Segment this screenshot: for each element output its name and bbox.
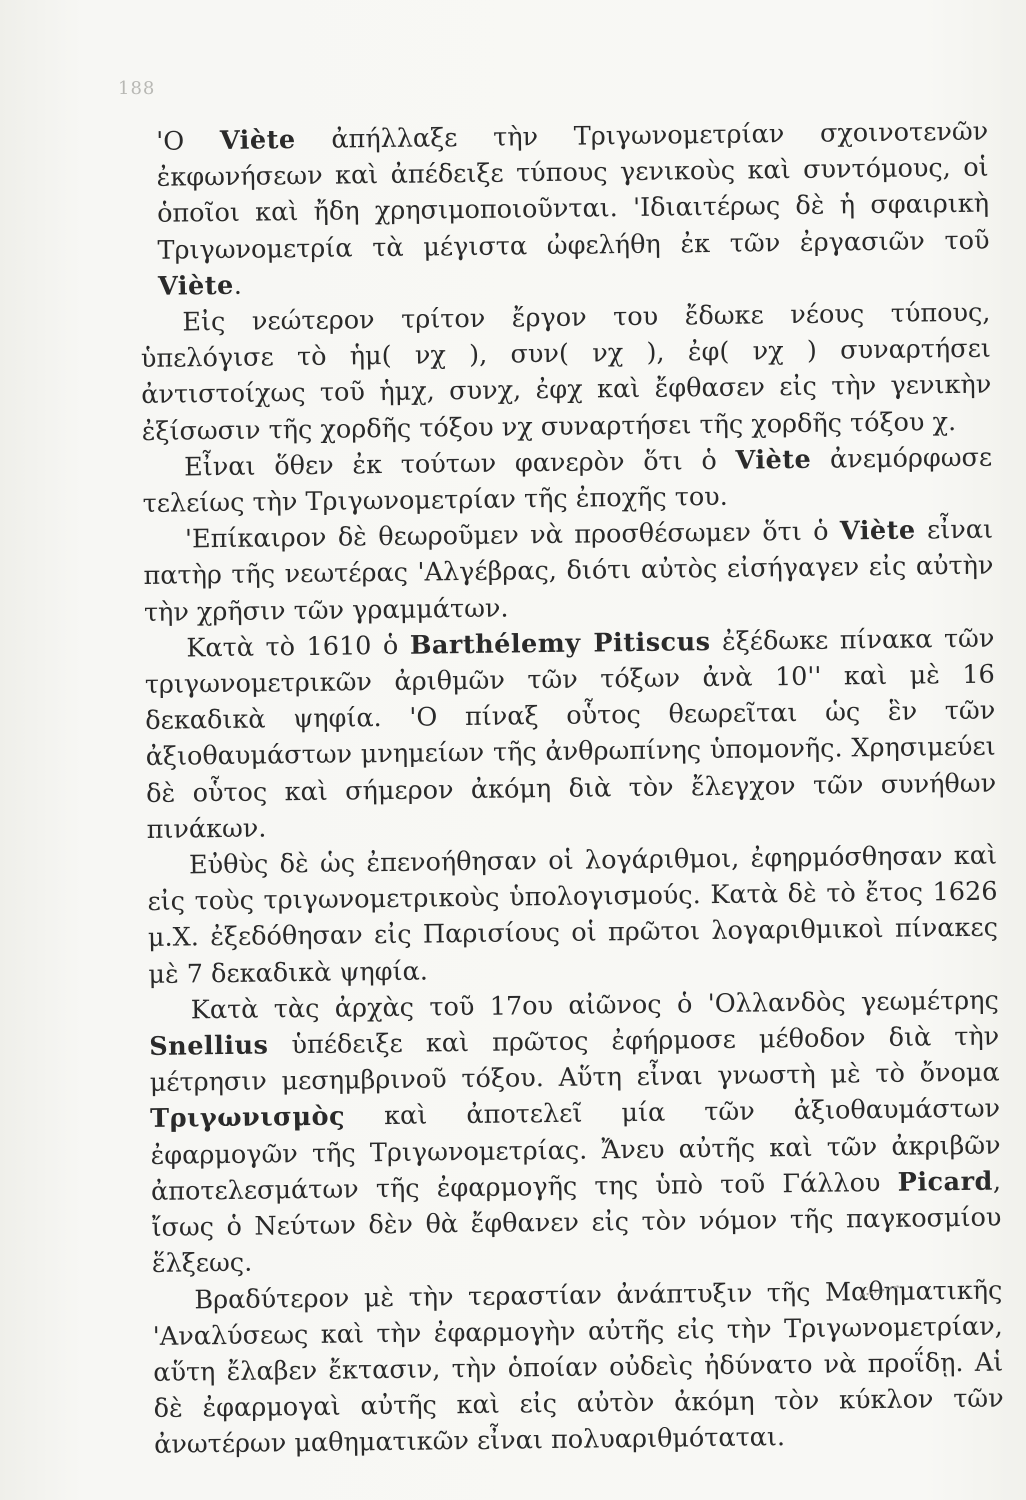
text-run: Κατὰ τὸ 1610 ὁ: [186, 630, 411, 664]
text-run: Εἶναι ὅθεν ἐκ τούτων φανερὸν ὅτι ὁ: [184, 445, 736, 483]
emphasized-term: Viète: [839, 515, 916, 547]
text-run: ἀνεμόρφωσε τελείως τὴν Τριγωνομετρίαν τῆς ἐποχῆς του.: [142, 442, 993, 520]
text-run: , ἴσως ὁ Νεύτων δὲν θὰ ἔφθανεν εἰς τὸν νόμον τῆς παγκοσμίου ἕλξεως.: [151, 1166, 1002, 1280]
text-run: ἐξέδωκε πίνακα τῶν τριγωνομετρικῶν ἀριθμῶν τῶν τόξων ἀνὰ 10'' καὶ μὲ 16 δεκαδικὰ ψηφία. 'Ο πίναξ οὗτος θεωρεῖται ὡς ἓν τῶν ἀξιοθαυμάστων μνημείων τῆς ἀνθρωπίνης ὑπομονῆς. Χρησιμεύει δὲ οὗτος καὶ σήμερον ἀκόμη διὰ τὸν ἔλεγχον τῶν συνήθων πινάκων.: [144, 623, 997, 845]
emphasized-term: Τριγωνισμὸς: [149, 1102, 346, 1135]
paragraph: [140, 295, 992, 450]
text-run: εἶναι πατὴρ τῆς νεωτέρας 'Αλγέβρας, διότι αὐτὸς εἰσήγαγεν εἰς αὐτὴν τὴν χρῆσιν τῶν γραμμάτων.: [143, 514, 994, 628]
body-text: [138, 114, 1004, 1464]
paragraph: [143, 512, 994, 631]
emphasized-term: Viète: [735, 444, 812, 476]
emphasized-term: Picard: [897, 1166, 994, 1198]
paragraph: [152, 1272, 1004, 1463]
emphasized-term: Barthélemy Pitiscus: [409, 626, 711, 661]
text-run: καὶ ἀποτελεῖ μία τῶν ἀξιοθαυμάστων ἐφαρμογῶν τῆς Τριγωνομετρίας. Ἄνευ αὐτῆς καὶ τῶν ἀκριβῶν ἀποτελεσμάτων τῆς ἐφαρμογῆς της ὑπὸ τοῦ Γάλλου: [150, 1094, 1001, 1207]
text-run: Εὐθὺς δὲ ὡς ἐπενοήθησαν οἱ λογάριθμοι, ἐφηρμόσθησαν καὶ εἰς τοὺς τριγωνομετρικοὺς ὑπολογισμούς. Κατὰ δὲ τὸ ἔτος 1626 μ.Χ. ἐξεδόθησαν εἰς Παρισίους οἱ πρῶτοι λογαριθμικοὶ πίνακες μὲ 7 δεκαδικὰ ψηφία.: [147, 840, 999, 990]
text-run: ὑπέδειξε καὶ πρῶτος ἐφήρμοσε μέθοδον διὰ τὴν μέτρησιν μεσημβρινοῦ τόξου. Αὕτη εἶναι γνωστὴ μὲ τὸ ὄνομα: [149, 1021, 1000, 1099]
text-run: Κατὰ τὰς ἀρχὰς τοῦ 17ου αἰῶνος ὁ 'Ολλανδὸς γεωμέτρης: [190, 985, 999, 1026]
paragraph: [138, 114, 990, 305]
paragraph: [147, 838, 999, 993]
paragraph: [149, 982, 1002, 1282]
emphasized-term: Snellius: [149, 1030, 269, 1063]
paragraph: [144, 620, 997, 848]
paragraph: [142, 439, 993, 522]
text-run: Βραδύτερον μὲ τὴν τεραστίαν ἀνάπτυξιν τῆς Μαθηματικῆς 'Αναλύσεως καὶ τὴν ἐφαρμογὴν αὐτῆς εἰς τὴν Τριγωνομετρίαν, αὕτη ἔλαβεν ἔκτασιν, τὴν ὁποίαν οὐδεὶς ἠδύνατο νὰ προΐδῃ. Αἱ δὲ ἐφαρμογαὶ αὐτῆς καὶ εἰς αὐτὸν ἀκόμη τὸν κύκλον τῶν ἀνωτέρων μαθηματικῶν εἶναι πολυαριθμόταται.: [152, 1275, 1004, 1461]
text-run: .: [233, 270, 243, 301]
emphasized-term: Viète: [157, 270, 234, 302]
text-run: 'Ο: [156, 126, 221, 157]
text-run: Εἰς νεώτερον τρίτον ἔργον του ἔδωκε νέους τύπους, ὑπελόγισε τὸ ἡμ( νχ ), συν( νχ ), ἐφ( νχ ) συναρτήσει ἀντιστοίχως τοῦ ἡμχ, συνχ, ἐφχ καὶ ἔφθασεν εἰς τὴν γενικὴν ἐξίσωσιν τῆς χορδῆς τόξου νχ συναρτήσει τῆς χορδῆς τόξου χ.: [140, 297, 992, 447]
text-run: 'Επίκαιρον δὲ θεωροῦμεν νὰ προσθέσωμεν ὅτι ὁ: [184, 516, 841, 555]
page-number: 188: [118, 78, 156, 99]
emphasized-term: Viète: [219, 125, 296, 156]
text-run: ἀπήλλαξε τὴν Τριγωνομετρίαν σχοινοτενῶν ἐκφωνήσεων καὶ ἀπέδειξε τύπους γενικοὺς καὶ συντόμους, οἱ ὁποῖοι καὶ ἤδη χρησιμοποιοῦνται. 'Ιδιαιτέρως δὲ ἡ σφαιρικὴ Τριγωνομετρία τὰ μέγιστα ὠφελήθη ἐκ τῶν ἐργασιῶν τοῦ: [156, 116, 990, 266]
